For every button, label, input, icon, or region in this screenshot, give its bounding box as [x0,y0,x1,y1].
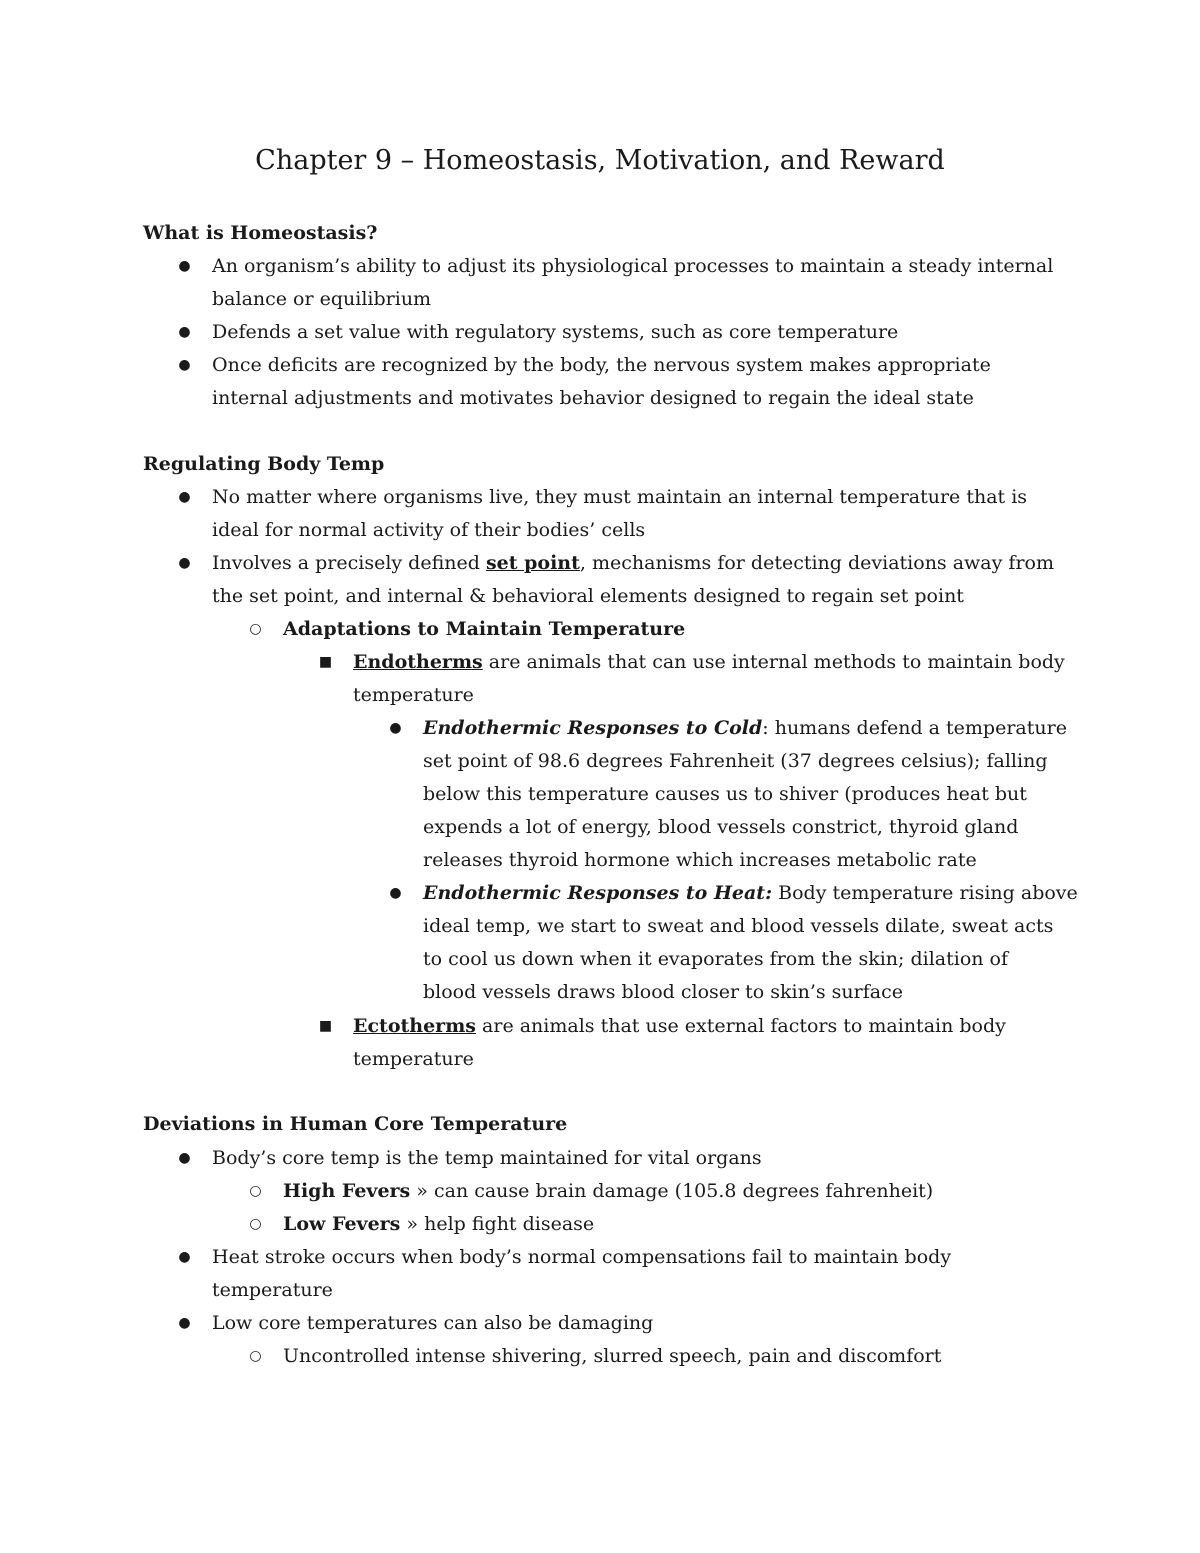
bullet-icon: ● [178,357,191,373]
list-item: ● Endothermic Responses to Heat: Body temperature rising above ideal temp, we start to sweat and blood vessels dilate, sweat acts to cool us down when it evaporates from the skin; dilation of blood vessels draws blood closer to skin’s surface [423,877,1078,1009]
list-item: ○ High Fevers » can cause brain damage (105.8 degrees fahrenheit) [283,1175,933,1208]
page-title: Chapter 9 – Homeostasis, Motivation, and Reward [255,145,945,176]
section-heading: Deviations in Human Core Temperature [143,1113,568,1135]
subheading-adaptations: Adaptations to Maintain Temperature [283,618,686,640]
term-responses-cold: Endothermic Responses to Cold [423,717,763,739]
section-heading: What is Homeostasis? [143,222,378,244]
list-item: ○ Uncontrolled intense shivering, slurred speech, pain and discomfort [283,1340,941,1373]
term-responses-heat: Endothermic Responses to Heat: [423,882,773,904]
list-item: ● Endothermic Responses to Cold: humans defend a temperature set point of 98.6 degrees Fahrenheit (37 degrees celsius); falling below this temperature causes us to shiver (produces heat but expends a lot of energy, blood vessels constrict, thyroid gland releases thyroid hormone which increases metabolic rate [423,712,1067,877]
list-item: ■ Endotherms are animals that can use internal methods to maintain body temperature [353,646,1065,712]
term-endotherms: Endotherms [353,651,483,673]
list-item: ● No matter where organisms live, they must maintain an internal temperature that is ideal for normal activity of their bodies’ cells [212,481,1027,547]
bullet-icon: ● [178,258,191,274]
bullet-icon: ○ [249,1183,262,1199]
bullet-icon: ■ [318,1018,333,1034]
list-item: ● An organism’s ability to adjust its physiological processes to maintain a steady internal balance or equilibrium [212,250,1053,316]
bullet-icon: ● [389,720,402,736]
bullet-icon: ● [178,1315,191,1331]
section-heading: Regulating Body Temp [143,453,385,475]
list-item: ● Low core temperatures can also be damaging [212,1307,653,1340]
bullet-icon: ● [389,885,402,901]
bullet-icon: ○ [249,621,262,637]
term-high-fevers: High Fevers [283,1180,411,1202]
bullet-icon: ● [178,1150,191,1166]
list-item: ● Once deficits are recognized by the body, the nervous system makes appropriate internal adjustments and motivates behavior designed to regain the ideal state [212,349,991,415]
list-item: ■ Ectotherms are animals that use external factors to maintain body temperature [353,1010,1006,1076]
bullet-icon: ■ [318,654,333,670]
list-item: ○ Low Fevers » help fight disease [283,1208,594,1241]
list-item [249,613,686,646]
bullet-icon: ● [178,555,191,571]
bullet-icon: ● [178,1249,191,1265]
bullet-icon: ● [178,324,191,340]
term-ectotherms: Ectotherms [353,1015,476,1037]
list-item: ● Involves a precisely defined set point, mechanisms for detecting deviations away from the set point, and internal & behavioral elements designed to regain set point [212,547,1054,613]
bullet-icon: ○ [249,1348,262,1364]
term-low-fevers: Low Fevers [283,1213,401,1235]
list-item: ● Defends a set value with regulatory systems, such as core temperature [212,316,898,349]
term-set-point: set point [485,552,580,574]
bullet-icon: ● [178,489,191,505]
bullet-icon: ○ [249,1216,262,1232]
list-item: ● Heat stroke occurs when body’s normal compensations fail to maintain body temperature [212,1241,951,1307]
list-item: ● Body’s core temp is the temp maintained for vital organs [212,1142,762,1175]
